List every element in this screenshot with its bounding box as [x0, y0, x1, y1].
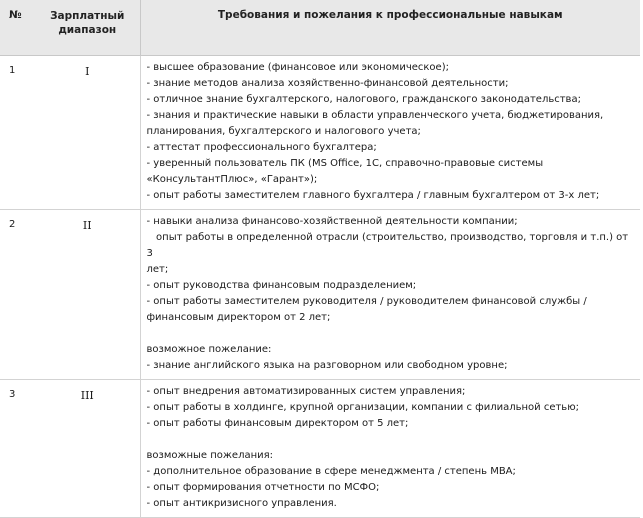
- requirement-line: - аттестат профессионального бухгалтера;: [146, 142, 377, 153]
- requirement-line: - знания и практические навыки в области управленческого учета, бюджетирования,: [146, 110, 604, 121]
- requirement-line: - опыт работы заместителем главного бухгалтера / главным бухгалтером от 3-х лет;: [146, 190, 600, 201]
- requirement-line: - опыт формирования отчетности по МСФО;: [146, 482, 380, 493]
- requirement-line: - опыт работы заместителем руководителя / руководителем финансовой службы /: [146, 296, 587, 307]
- requirement-line: - опыт работы в холдинге, крупной организации, компании с филиальной сетью;: [146, 402, 579, 413]
- requirement-line: лет;: [146, 264, 169, 275]
- requirement-line: - опыт руководства финансовым подразделением;: [146, 280, 417, 291]
- salary-range-value: I: [35, 56, 140, 210]
- table-body: [0, 56, 640, 518]
- requirement-line: - знание методов анализа хозяйственно-финансовой деятельности;: [146, 78, 509, 89]
- requirement-line: - опыт внедрения автоматизированных систем управления;: [146, 386, 466, 397]
- header-salary-range-line2: диапазон: [58, 24, 117, 36]
- header-number: №: [0, 0, 35, 56]
- requirement-line: возможные пожелания:: [146, 450, 274, 461]
- row-number: 2: [0, 210, 35, 380]
- requirement-line: опыт работы в определенной отрасли (строительство, производство, торговля и т.п.) от 3: [146, 232, 632, 259]
- table-row: [0, 380, 640, 518]
- requirement-line: - опыт антикризисного управления.: [146, 498, 337, 509]
- row-number: 1: [0, 56, 35, 210]
- requirement-line: - уверенный пользователь ПК (MS Office, 1С, справочно-правовые системы: [146, 158, 544, 169]
- header-salary-range-line1: Зарплатный: [50, 10, 125, 22]
- header-salary-range: [35, 0, 140, 56]
- requirements-cell: [140, 380, 640, 518]
- requirement-line: возможное пожелание:: [146, 344, 272, 355]
- table-row: [0, 210, 640, 380]
- requirement-line: финансовым директором от 2 лет;: [146, 312, 331, 323]
- requirement-line: - высшее образование (финансовое или экономическое);: [146, 62, 449, 73]
- requirements-cell: [140, 210, 640, 380]
- table-header: [0, 0, 640, 56]
- spacer: [147, 326, 633, 342]
- requirement-line: - дополнительное образование в сфере менеджмента / степень MBA;: [146, 466, 516, 477]
- requirement-line: - отличное знание бухгалтерского, налогового, гражданского законодательства;: [146, 94, 581, 105]
- requirement-line: - навыки анализа финансово-хозяйственной деятельности компании;: [146, 216, 518, 227]
- header-row: [0, 0, 640, 56]
- salary-range-value: III: [35, 380, 140, 518]
- header-requirements: Требования и пожелания к профессиональные навыкам: [140, 0, 640, 56]
- requirement-line: - знание английского языка на разговорном или свободном уровне;: [146, 360, 508, 371]
- salary-range-value: II: [35, 210, 140, 380]
- requirement-line: - опыт работы финансовым директором от 5 лет;: [146, 418, 409, 429]
- row-number: 3: [0, 380, 35, 518]
- requirement-line: «КонсультантПлюс», «Гарант»);: [146, 174, 318, 185]
- requirements-cell: [140, 56, 640, 210]
- spacer: [147, 432, 633, 448]
- requirement-line: планирования, бухгалтерского и налогового учета;: [146, 126, 421, 137]
- table-row: [0, 56, 640, 210]
